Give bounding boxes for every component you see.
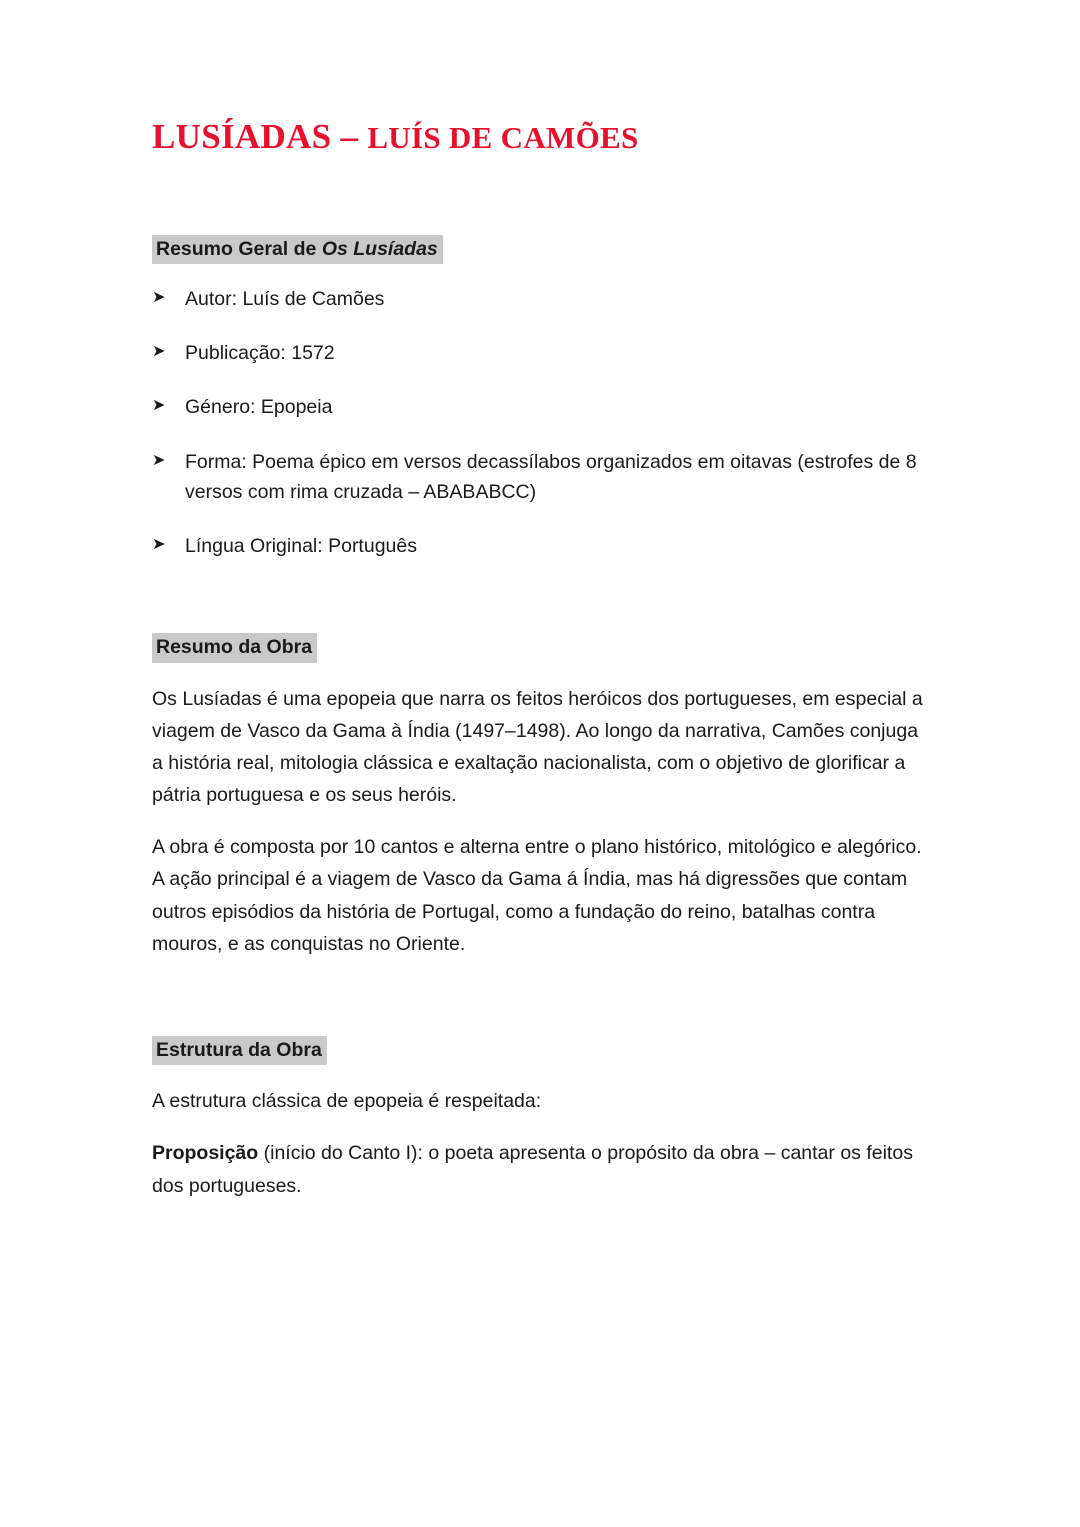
estrutura-intro: A estrutura clássica de epopeia é respeitada: — [152, 1090, 542, 1113]
estrutura-item-proposicao — [152, 1137, 928, 1201]
list-item — [152, 284, 928, 314]
page-title — [152, 118, 928, 157]
estrutura-item-description: (início do Canto I): o poeta apresenta o propósito da obra – cantar os feitos dos portugueses. — [152, 1142, 913, 1197]
estrutura-item-term: Proposição — [152, 1142, 259, 1165]
section-heading-estrutura: Estrutura da Obra — [152, 1036, 327, 1065]
list-item-label: Publicação: 1572 — [185, 342, 335, 365]
list-item-label: Forma: Poema épico em versos decassílabos organizados em oitavas (estrofes de 8 versos com rima cruzada – ABABABCC) — [185, 450, 917, 503]
page-title-rest: LUÍS DE CAMÕES — [367, 120, 639, 155]
section-heading-resumo-geral-text: Resumo Geral de — [156, 237, 322, 260]
arrow-bullet-icon: ➤ — [152, 343, 166, 361]
resumo-obra-paragraph-2: A obra é composta por 10 cantos e alterna entre o plano histórico, mitológico e alegórico. A ação principal é a viagem de Vasco da Gama á Índia, mas há digressões que contam outros episódios da história de Portugal, como a fundação do reino, batalhas contra mouros, e as conquistas no Oriente. — [152, 836, 922, 955]
list-item-label: Autor: Luís de Camões — [185, 287, 385, 310]
spacer — [152, 980, 928, 1036]
arrow-bullet-icon: ➤ — [152, 451, 166, 469]
list-item — [152, 531, 928, 561]
list-item-label: Língua Original: Português — [185, 534, 417, 557]
page-title-main: LUSÍADAS – — [152, 117, 368, 156]
list-item — [152, 338, 928, 368]
arrow-bullet-icon: ➤ — [152, 288, 166, 306]
arrow-bullet-icon: ➤ — [152, 535, 166, 553]
list-item — [152, 447, 928, 507]
section-heading-resumo-geral-italic: Os Lusíadas — [321, 237, 438, 260]
list-item-label: Género: Epopeia — [185, 396, 333, 419]
section-heading-resumo-obra: Resumo da Obra — [152, 633, 317, 662]
spacer — [152, 561, 928, 633]
resumo-geral-list — [152, 284, 928, 561]
section-heading-resumo-geral — [152, 235, 443, 264]
arrow-bullet-icon: ➤ — [152, 397, 166, 415]
list-item — [152, 392, 928, 422]
resumo-obra-paragraph-1: Os Lusíadas é uma epopeia que narra os feitos heróicos dos portugueses, em especial a viagem de Vasco da Gama à Índia (1497–1498). Ao longo da narrativa, Camões conjuga a história real, mitologia clássica e exaltação nacionalista, com o objetivo de glorificar a pátria portuguesa e os seus heróis. — [152, 687, 923, 807]
